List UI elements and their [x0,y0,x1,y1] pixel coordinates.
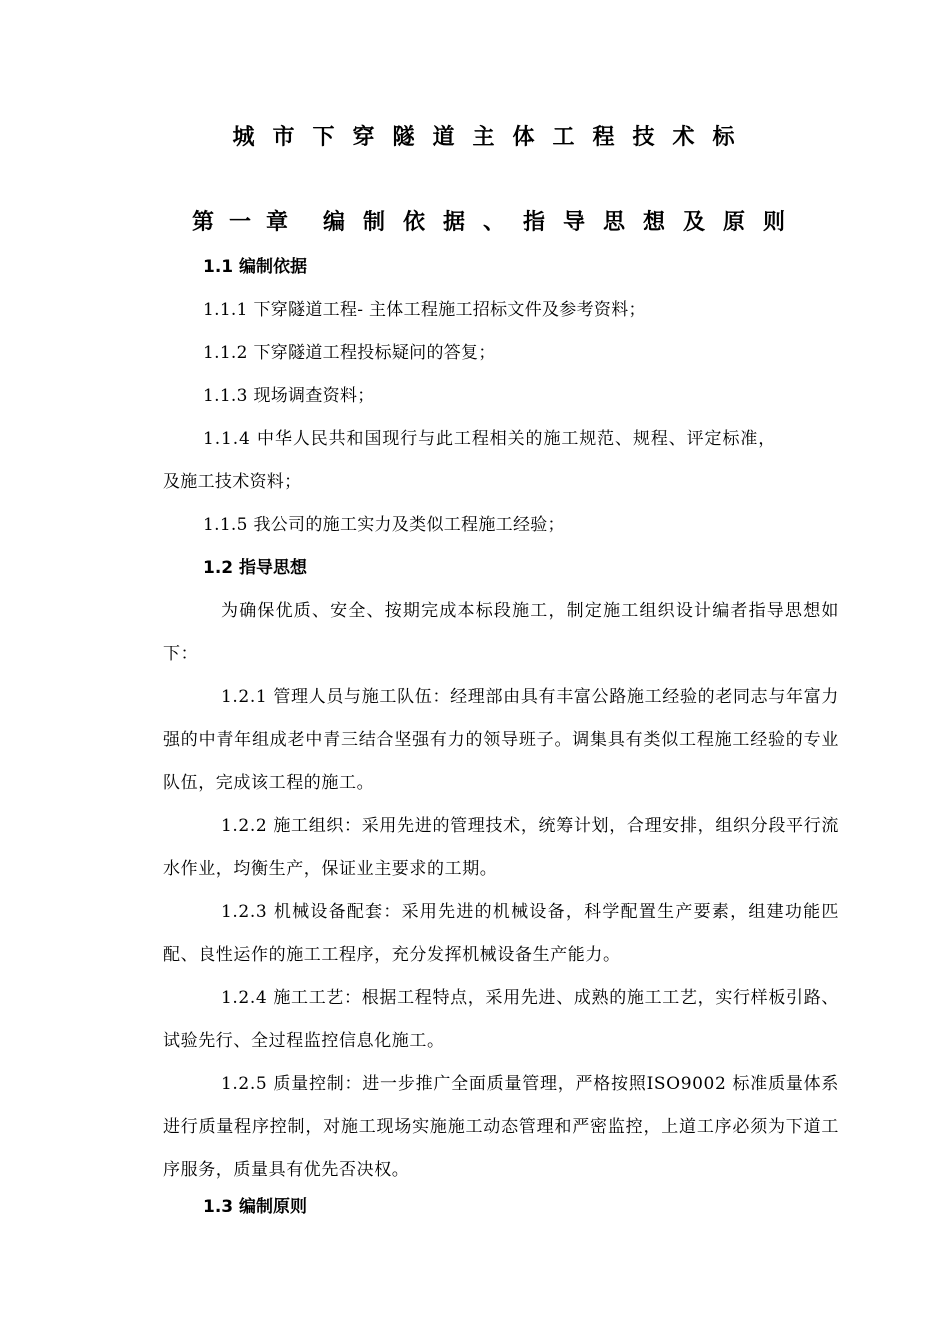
list-item-1-2-5: 1.2.5 质量控制：进一步推广全面质量管理，严格按照ISO9002 标准质量体系进行质量程序控制，对施工现场实施施工动态管理和严密监控，上道工序必须为下道工序服务，质量具有优先否决权。 [163,1074,839,1180]
list-item-1-2-3: 1.2.3 机械设备配套：采用先进的机械设备，科学配置生产要素，组建功能匹配、良性运作的施工工程序，充分发挥机械设备生产能力。 [163,902,839,965]
list-item-1-1-1: 1.1.1 下穿隧道工程- 主体工程施工招标文件及参考资料； [203,300,646,320]
list-item-1-1-2: 1.1.2 下穿隧道工程投标疑问的答复； [203,343,496,363]
chapter-number: 第一章 [192,210,304,235]
chapter-heading [192,206,803,240]
list-item-1-1-4: 1.1.4 中华人民共和国现行与此工程相关的施工规范、规程、评定标准， [203,429,777,449]
list-item-1-2-2: 1.2.2 施工组织：采用先进的管理技术，统筹计划，合理安排，组织分段平行流水作业，均衡生产，保证业主要求的工期。 [163,816,839,879]
list-item-1-2-4: 1.2.4 施工工艺：根据工程特点，采用先进、成熟的施工工艺，实行样板引路、试验先行、全过程监控信息化施工。 [163,988,839,1051]
section-heading-1-1: 1.1 编制依据 [203,257,308,277]
list-item-1-1-3: 1.1.3 现场调查资料； [203,386,375,406]
section-1-2-intro: 为确保优质、安全、按期完成本标段施工，制定施工组织设计编者指导思想如下： [163,601,839,664]
section-heading-1-3: 1.3 编制原则 [203,1197,308,1217]
list-item-1-2-1: 1.2.1 管理人员与施工队伍：经理部由具有丰富公路施工经验的老同志与年富力强的中青年组成老中青三结合坚强有力的领导班子。调集具有类似工程施工经验的专业队伍，完成该工程的施工。 [163,687,839,793]
list-item-1-1-4-continued: 及施工技术资料； [163,472,302,492]
document-title: 城市下穿隧道主体工程技术标 [232,125,753,150]
list-item-1-1-5: 1.1.5 我公司的施工实力及类似工程施工经验； [203,515,565,535]
section-heading-1-2: 1.2 指导思想 [203,558,308,578]
chapter-title: 编制依据、指导思想及原则 [323,210,804,235]
